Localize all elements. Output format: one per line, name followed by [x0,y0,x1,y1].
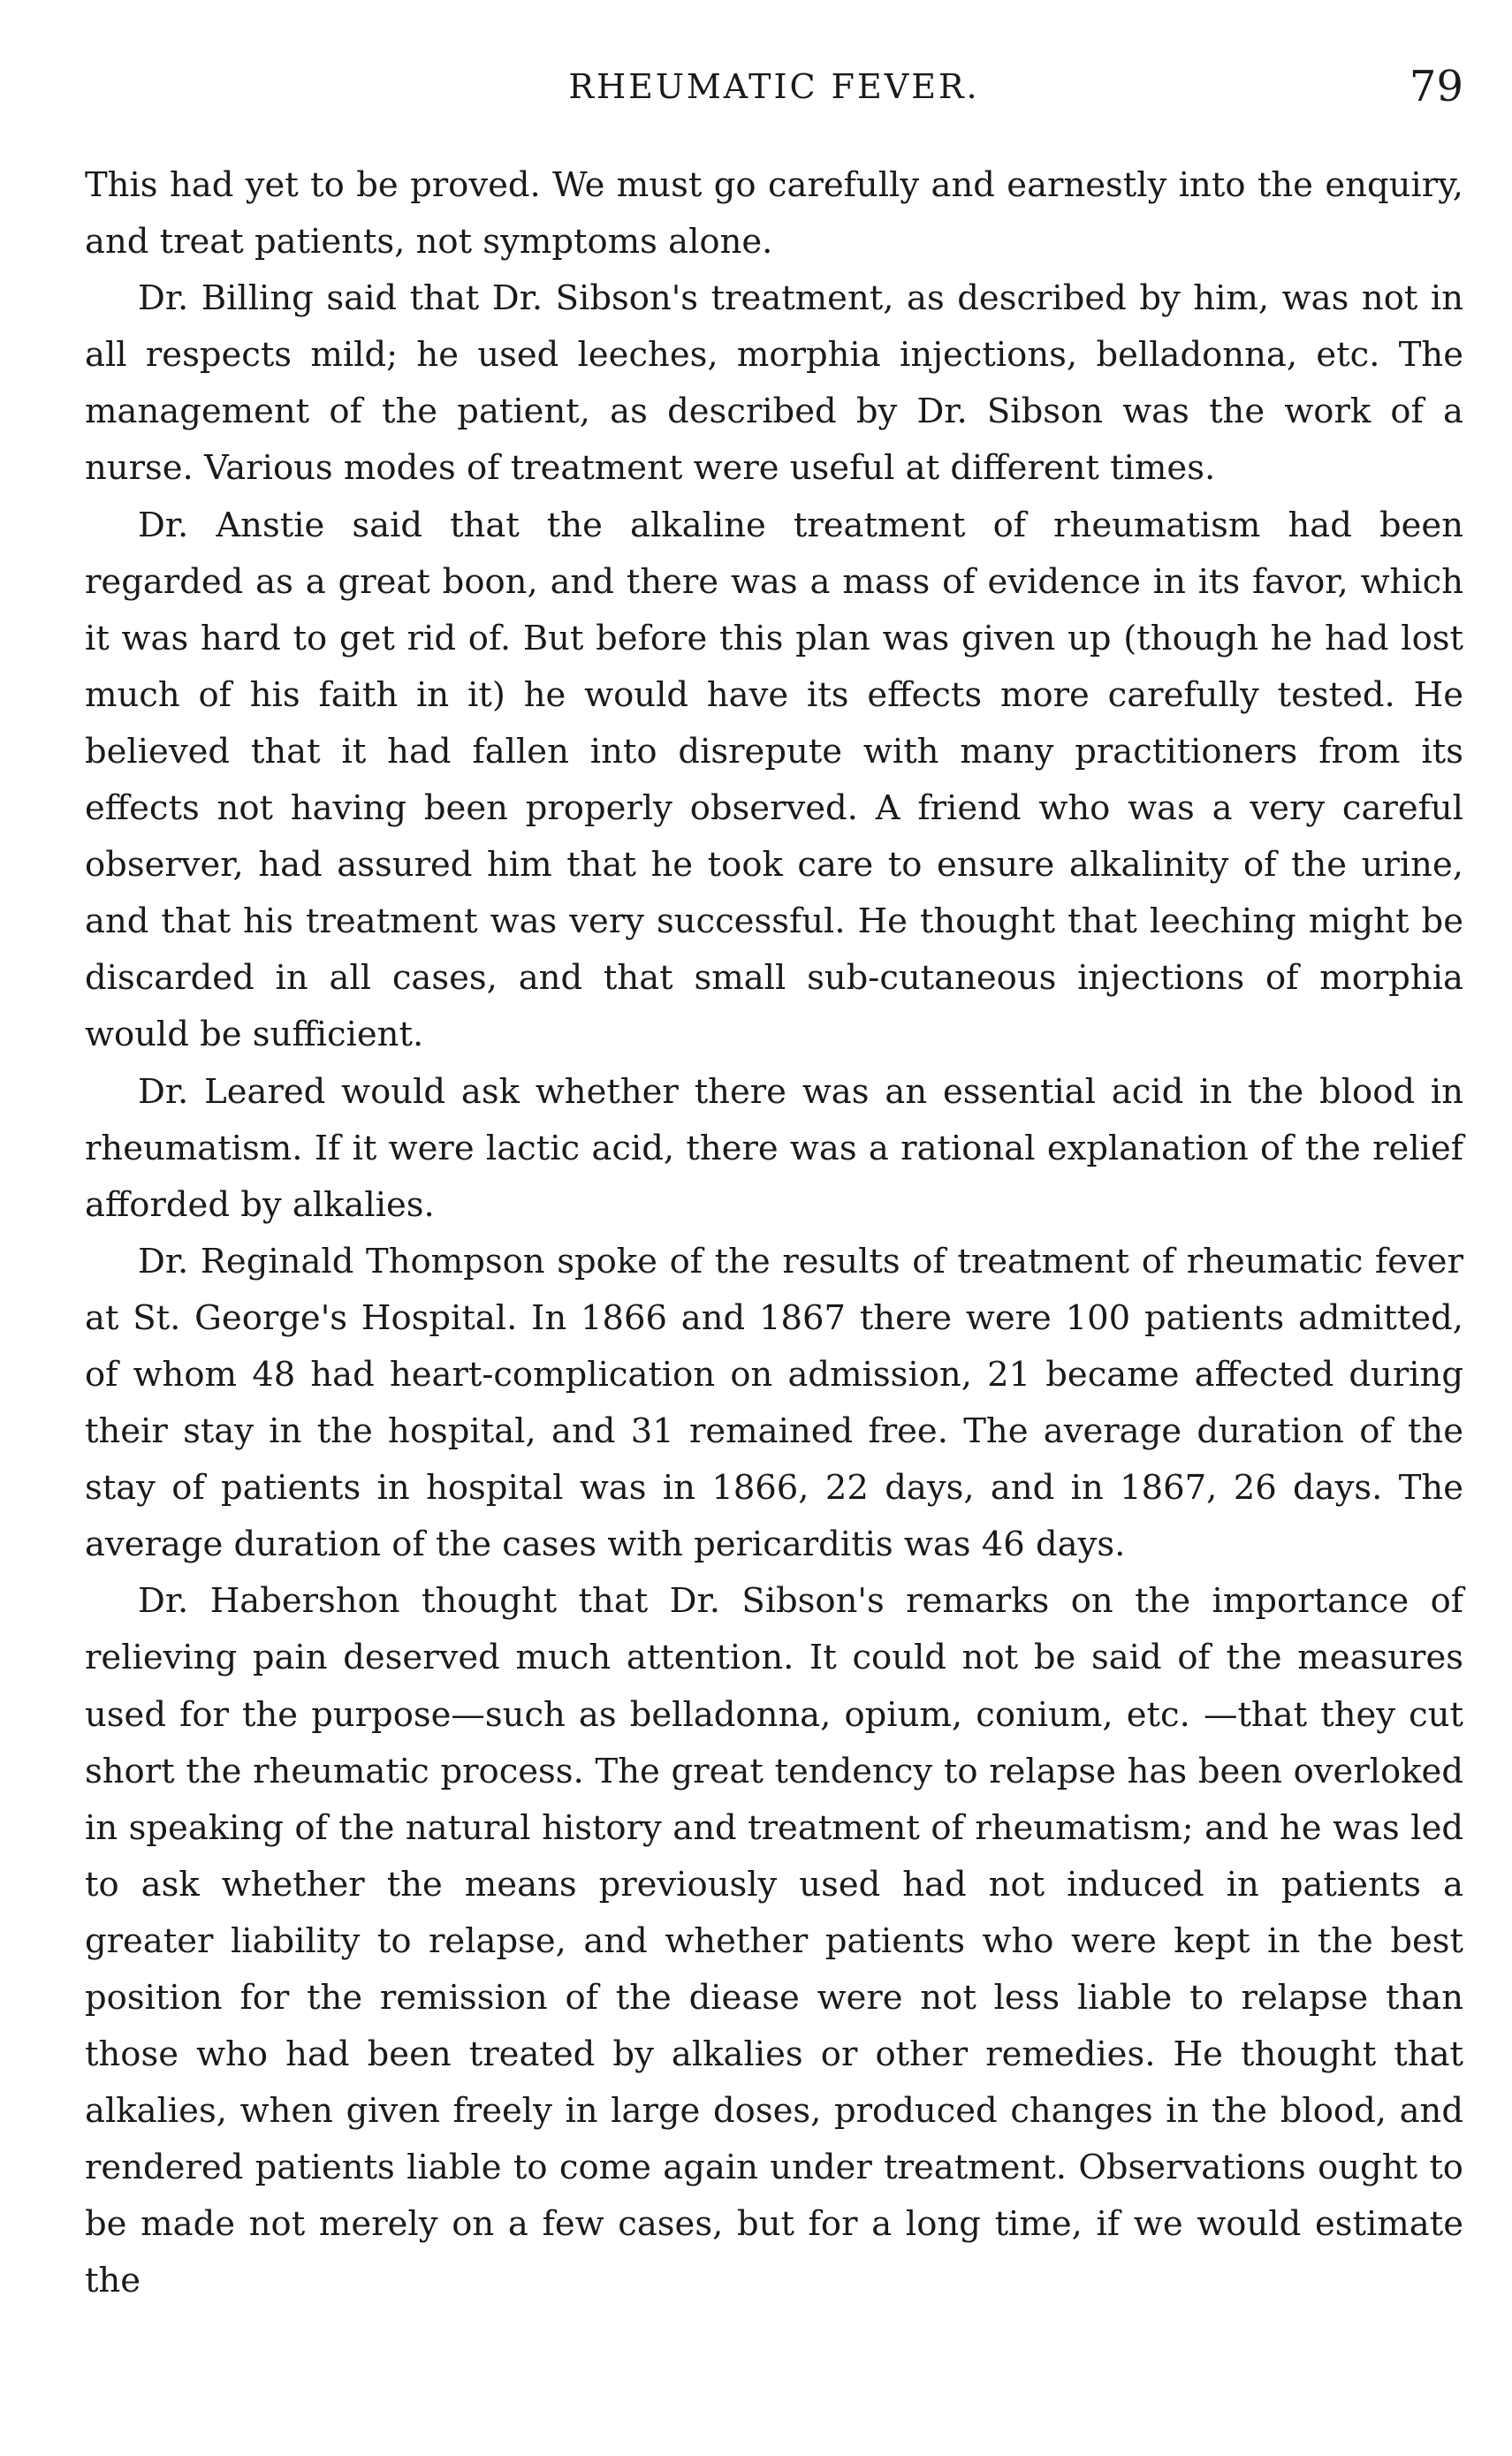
page-header [85,60,1463,113]
paragraph-billing: Dr. Billing said that Dr. Sibson's treatment, as described by him, was not in all respects mild; he used leeches, morphia injections, belladonna, etc. The management of the patient, as described by Dr. Sibson was the work of a nurse. Various modes of treatment were useful at different times. [85,278,1463,489]
paragraph-continuation: This had yet to be proved. We must go carefully and earnestly into the enquiry, and treat patients, not symptoms alone. [85,165,1463,262]
running-title: RHEUMATIC FEVER. [568,67,980,106]
paragraph-habershon: Dr. Habershon thought that Dr. Sibson's remarks on the importance of relieving pain deserved much attention. It could not be said of the measures used for the purpose—such as belladonna, opium, conium, etc. —that they cut short the rheumatic process. The great tendency to relapse has been overloked in speaking of the natural history and treatment of rheumatism; and he was led to ask whether the means previously used had not induced in patients a greater liability to relapse, and whether patients who were kept in the best position for the remission of the diease were not less liable to relapse than those who had been treated by alkalies or other remedies. He thought that alkalies, when given freely in large doses, produced changes in the blood, and rendered patients liable to come again under treatment. Observations ought to be made not merely on a few cases, but for a long time, if we would estimate the [85,1581,1463,2301]
paragraph-thompson: Dr. Reginald Thompson spoke of the results of treatment of rheumatic fever at St. George's Hospital. In 1866 and 1867 there were 100 patients admitted, of whom 48 had heart-complication on admission, 21 became affected during their stay in the hospital, and 31 remained free. The average duration of the stay of patients in hospital was in 1866, 22 days, and in 1867, 26 days. The average duration of the cases with pericarditis was 46 days. [85,1241,1463,1565]
paragraph-anstie: Dr. Anstie said that the alkaline treatment of rheumatism had been regarded as a great boon, and there was a mass of evidence in its favor, which it was hard to get rid of. But before this plan was given up (though he had lost much of his faith in it) he would have its effects more carefully tested. He believed that it had fallen into disrepute with many practitioners from its effects not having been properly observed. A friend who was a very careful observer, had assured him that he took care to ensure alkalinity of the urine, and that his treatment was very successful. He thought that leeching might be discarded in all cases, and that small sub-cutaneous injections of morphia would be sufficient. [85,505,1463,1055]
paragraph-leared: Dr. Leared would ask whether there was an essential acid in the blood in rheumatism. If it were lactic acid, there was a rational explanation of the relief afforded by alkalies. [85,1071,1463,1225]
page-number: 79 [1409,62,1463,111]
body-text [85,157,1463,2310]
